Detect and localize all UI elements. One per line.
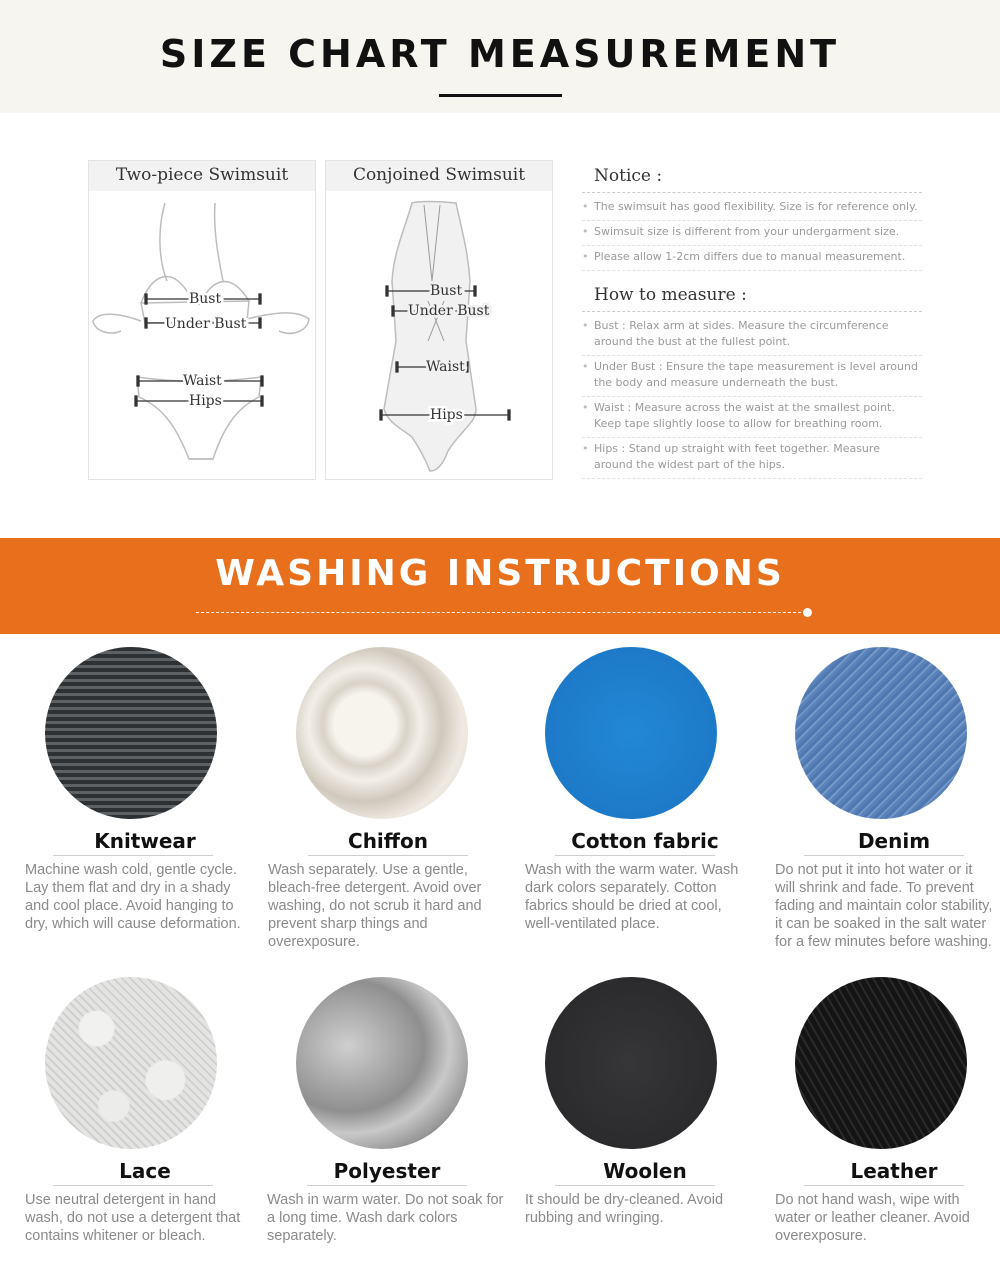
one-piece-diagram [326, 191, 554, 479]
fabric-card-lace [25, 975, 265, 1255]
lace-swatch [45, 977, 217, 1149]
conjoined-panel [325, 160, 553, 480]
hips-label: Hips [430, 407, 463, 423]
fabric-desc: It should be dry-cleaned. Avoid rubbing and wringing. [525, 1192, 724, 1226]
polyester-swatch [296, 977, 468, 1149]
dashed-divider [196, 612, 806, 613]
name-underline [53, 1185, 213, 1186]
notice-item: • Please allow 1-2cm differs due to manual measurement. [582, 249, 922, 271]
two-piece-panel [88, 160, 316, 480]
fabric-name: Denim [857, 829, 931, 853]
waist-label: Waist [426, 359, 465, 375]
under-bust-label: Under Bust [408, 303, 490, 319]
notice-item: • Swimsuit size is different from your undergarment size. [582, 224, 922, 246]
name-underline [308, 855, 468, 856]
leather-swatch [795, 977, 967, 1149]
fabric-desc: Wash in warm water. Do not soak for a long time. Wash dark colors separately. [267, 1192, 504, 1244]
fabric-card-cotton [525, 645, 765, 945]
fabric-name: Leather [850, 1159, 938, 1183]
fabric-name: Woolen [603, 1159, 687, 1183]
waist-label: Waist [183, 373, 222, 389]
conjoined-title: Conjoined Swimsuit [326, 161, 552, 191]
fabric-name: Cotton fabric [571, 829, 719, 853]
fabric-desc: Wash with the warm water. Wash dark colors separately. Cotton fabrics should be dried at cool, well-ventilated place. [525, 862, 739, 932]
title-underline [439, 94, 562, 97]
woolen-swatch [545, 977, 717, 1149]
divider-dot [803, 608, 812, 617]
name-underline [804, 855, 964, 856]
measure-item: • Bust : Relax arm at sides. Measure the circumference around the bust at the fullest point. [582, 318, 922, 356]
fabric-card-polyester [267, 975, 507, 1255]
fabric-desc: Do not put it into hot water or it will shrink and fade. To prevent fading and maintain color stability, it can be soaked in the salt water for a few minutes before washing. [775, 862, 993, 950]
fabric-desc: Do not hand wash, wipe with water or leather cleaner. Avoid overexposure. [775, 1192, 970, 1244]
notice-title: Notice : [582, 166, 922, 193]
measure-item: • Under Bust : Ensure the tape measurement is level around the body and measure underneath the bust. [582, 359, 922, 397]
cotton-swatch [545, 647, 717, 819]
bikini-diagram [89, 191, 317, 479]
measure-item: • Hips : Stand up straight with feet together. Measure around the widest part of the hips. [582, 441, 922, 479]
under-bust-label: Under Bust [165, 316, 247, 332]
fabric-desc: Use neutral detergent in hand wash, do not use a detergent that contains whitener or bleach. [25, 1192, 241, 1244]
fabric-name: Knitwear [94, 829, 196, 853]
notice-list [582, 193, 922, 271]
name-underline [555, 855, 715, 856]
fabric-desc: Machine wash cold, gentle cycle. Lay them flat and dry in a shady and cool place. Avoid hanging to dry, which will cause deformation. [25, 862, 241, 932]
fabric-card-knitwear [25, 645, 265, 945]
fabric-card-woolen [525, 975, 765, 1255]
how-to-measure-list [582, 312, 922, 479]
fabric-card-chiffon [268, 645, 508, 950]
name-underline [53, 855, 213, 856]
two-piece-title: Two-piece Swimsuit [89, 161, 315, 191]
knitwear-swatch [45, 647, 217, 819]
name-underline [804, 1185, 964, 1186]
notice-section [582, 166, 922, 482]
fabric-card-leather [774, 975, 1000, 1255]
size-chart-title: SIZE CHART MEASUREMENT [159, 32, 841, 76]
fabric-name: Polyester [333, 1159, 441, 1183]
fabric-name: Lace [119, 1159, 171, 1183]
notice-item: • The swimsuit has good flexibility. Size is for reference only. [582, 199, 922, 221]
bust-label: Bust [430, 283, 463, 299]
name-underline [307, 1185, 467, 1186]
denim-swatch [795, 647, 967, 819]
fabric-card-denim [774, 645, 1000, 975]
washing-title: WASHING INSTRUCTIONS [215, 553, 785, 594]
bust-label: Bust [189, 291, 222, 307]
hips-label: Hips [189, 393, 222, 409]
how-to-measure-title: How to measure : [582, 285, 922, 312]
chiffon-swatch [296, 647, 468, 819]
measure-item: • Waist : Measure across the waist at the smallest point. Keep tape slightly loose to allow for breathing room. [582, 400, 922, 438]
fabric-name: Chiffon [348, 829, 428, 853]
fabric-desc: Wash separately. Use a gentle, bleach-free detergent. Avoid over washing, do not scrub it hard and prevent sharp things and overexposure. [268, 862, 482, 950]
name-underline [555, 1185, 715, 1186]
